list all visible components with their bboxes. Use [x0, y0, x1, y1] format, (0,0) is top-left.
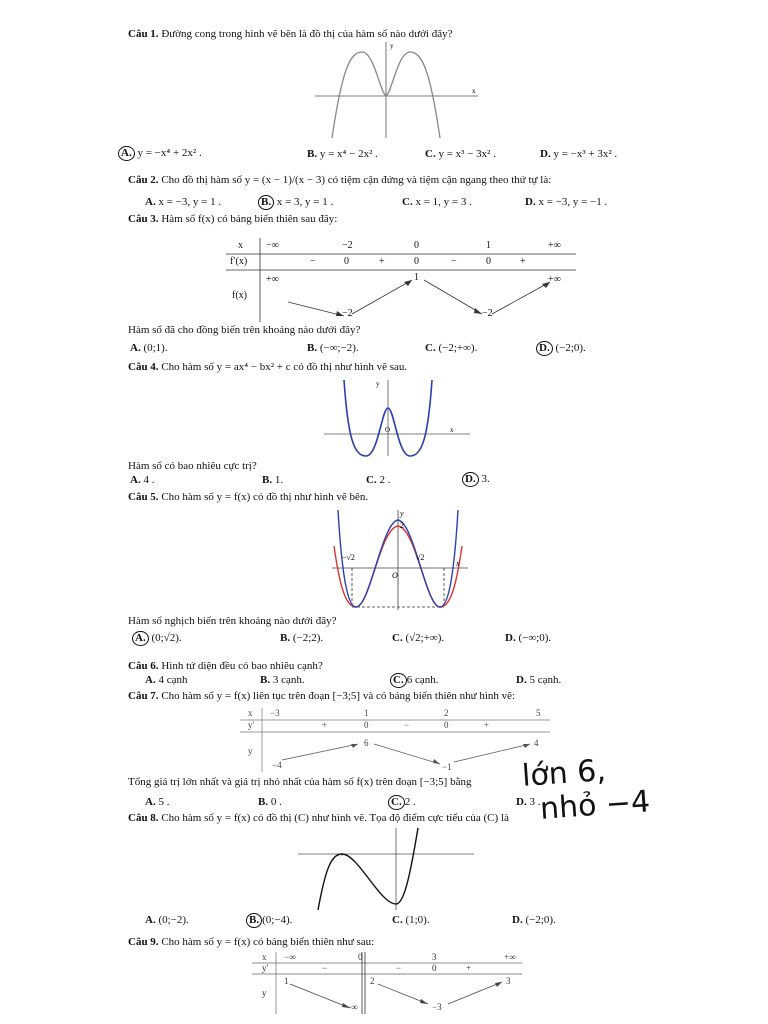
handwritten-note-max: lớn 6,: [520, 753, 607, 794]
q8-opt-a[interactable]: A. (0;−2).: [145, 914, 189, 926]
q9-sign: +: [466, 963, 472, 973]
q2-opt-d[interactable]: D. x = −3, y = −1 .: [525, 196, 608, 208]
q7-y-val: −1: [442, 762, 452, 772]
q7-x-val: 1: [364, 708, 369, 718]
q9-y-label: y: [262, 988, 267, 998]
q5-pos-root: √2: [416, 553, 425, 562]
q1-axis-x: x: [472, 87, 476, 95]
q5-opt-c[interactable]: C. (√2;+∞).: [392, 632, 445, 644]
q2-opt-a[interactable]: A. x = −3, y = 1 .: [145, 196, 222, 208]
q5-opt-d[interactable]: D. (−∞;0).: [505, 632, 552, 644]
q9-sign: −: [396, 963, 402, 973]
q1-graph: [310, 40, 480, 140]
q5-ymax: 2: [400, 521, 404, 530]
q1-opt-b[interactable]: B. y = x⁴ − 2x² .: [307, 148, 378, 160]
q5-opt-a[interactable]: A. (0;√2).: [132, 631, 182, 646]
q7-yp-label: y′: [248, 720, 255, 730]
q7-y-val: 6: [364, 738, 369, 748]
q4-origin: O: [385, 426, 391, 434]
q4-opt-d[interactable]: D. 3.: [462, 472, 490, 487]
q2-opt-b[interactable]: B. x = 3, y = 1 .: [258, 195, 333, 210]
q9-y-val: −3: [432, 1002, 442, 1012]
q3-sign: −: [451, 256, 457, 267]
q6-opt-a[interactable]: A. 4 cạnh: [145, 674, 188, 686]
q3-sign: +: [520, 256, 526, 267]
q7-sign: 0: [364, 720, 369, 730]
q3-opt-d[interactable]: D. (−2;0).: [536, 341, 586, 356]
q3-opt-b[interactable]: B. (−∞;−2).: [307, 342, 359, 354]
q3-f-val: +∞: [266, 274, 279, 285]
q9-x-label: x: [262, 952, 267, 962]
q8-opt-c[interactable]: C. (1;0).: [392, 914, 430, 926]
q5-axis-x: x: [456, 559, 460, 568]
q3-opt-c[interactable]: C. (−2;+∞).: [425, 342, 478, 354]
q7-sign: 0: [444, 720, 449, 730]
q7-opt-c[interactable]: C. 2 .: [388, 795, 416, 810]
handwritten-note-min: nhỏ −4: [538, 784, 652, 827]
q7-x-val: 2: [444, 708, 449, 718]
q9-x-val: −∞: [284, 952, 296, 962]
q5-question: Hàm số nghịch biến trên khoảng nào dưới đây?: [128, 615, 337, 627]
q3-sign: +: [379, 256, 385, 267]
q3-f-val: −2: [342, 308, 353, 319]
q7-opt-a[interactable]: A. 5 .: [145, 796, 170, 808]
q1-opt-c[interactable]: C. y = x³ − 3x² .: [425, 148, 496, 160]
q9-text: Câu 9. Cho hàm số y = f(x) có bảng biến thiên như sau:: [128, 936, 375, 948]
q8-opt-d[interactable]: D. (−2;0).: [512, 914, 556, 926]
q5-opt-b[interactable]: B. (−2;2).: [280, 632, 324, 644]
q9-y-val: 2: [370, 976, 375, 986]
q7-text: Câu 7. Cho hàm số y = f(x) liên tục trên đoạn [−3;5] và có bảng biến thiên như hình vẽ:: [128, 690, 516, 702]
q1-text: Câu 1. Đường cong trong hình vẽ bên là đồ thị của hàm số nào dưới đây?: [128, 28, 453, 40]
q7-opt-b[interactable]: B. 0 .: [258, 796, 282, 808]
q9-x-val: 0: [358, 952, 363, 962]
q4-graph: [322, 378, 472, 458]
q7-opt-d[interactable]: D. 3 .: [516, 796, 541, 808]
q7-sign: −: [404, 720, 410, 730]
q3-sign: 0: [344, 256, 349, 267]
q5-graph: [330, 508, 470, 612]
q5-axis-y: y: [400, 509, 404, 518]
q3-opt-a[interactable]: A. (0;1).: [130, 342, 168, 354]
q4-axis-y: y: [376, 380, 380, 388]
q8-graph: [296, 826, 476, 912]
q3-variation-table: [226, 238, 576, 322]
q8-opt-b[interactable]: B. (0;−4).: [246, 913, 292, 928]
q3-question: Hàm số đã cho đồng biến trên khoảng nào dưới đây?: [128, 324, 361, 336]
q9-y-val: 1: [284, 976, 289, 986]
q7-y-val: −4: [272, 760, 282, 770]
q7-y-val: 4: [534, 738, 539, 748]
q3-sign: 0: [414, 256, 419, 267]
q4-opt-a[interactable]: A. 4 .: [130, 474, 155, 486]
q4-opt-b[interactable]: B. 1.: [262, 474, 284, 486]
q9-x-val: +∞: [504, 952, 516, 962]
q1-opt-a[interactable]: A. y = −x⁴ + 2x² .: [118, 146, 202, 161]
q9-yp-label: y′: [262, 963, 269, 973]
q5-neg-root: −√2: [342, 553, 355, 562]
q3-f-val: +∞: [548, 274, 561, 285]
q5-text: Câu 5. Cho hàm số y = f(x) có đồ thị như hình vẽ bên.: [128, 491, 369, 503]
q9-y-val: −∞: [346, 1002, 358, 1012]
q7-x-val: −3: [270, 708, 280, 718]
q7-question: Tổng giá trị lớn nhất và giá trị nhỏ nhất của hàm số f(x) trên đoạn [−3;5] bằng: [128, 776, 472, 788]
q9-y-val: 3: [506, 976, 511, 986]
q4-question: Hàm số có bao nhiêu cực trị?: [128, 460, 257, 472]
q6-opt-b[interactable]: B. 3 cạnh.: [260, 674, 305, 686]
q9-sign: 0: [432, 963, 437, 973]
q7-sign: +: [322, 720, 328, 730]
q4-axis-x: x: [450, 426, 454, 434]
q3-f-label: f(x): [232, 290, 247, 301]
q6-opt-c[interactable]: C. 6 cạnh.: [390, 673, 438, 688]
q2-opt-c[interactable]: C. x = 1, y = 3 .: [402, 196, 472, 208]
q3-x-label: x: [238, 240, 243, 251]
q6-text: Câu 6. Hình tứ diện đều có bao nhiêu cạnh?: [128, 660, 323, 672]
q3-text: Câu 3. Hàm số f(x) có bảng biến thiên sau đây:: [128, 213, 338, 225]
q3-sign: −: [310, 256, 316, 267]
q7-variation-table: [240, 708, 550, 772]
q4-opt-c[interactable]: C. 2 .: [366, 474, 391, 486]
q3-sign: 0: [486, 256, 491, 267]
q7-x-val: 5: [536, 708, 541, 718]
q3-f-val: −2: [482, 308, 493, 319]
q1-axis-y: y: [390, 42, 394, 50]
q3-x-val: −2: [342, 240, 353, 251]
q7-sign: +: [484, 720, 490, 730]
q5-origin: O: [392, 571, 398, 580]
q7-y-label: y: [248, 746, 253, 756]
q7-x-label: x: [248, 708, 253, 718]
q8-text: Câu 8. Cho hàm số y = f(x) có đồ thị (C) như hình vẽ. Tọa độ điểm cực tiểu của (C) là: [128, 812, 509, 824]
q9-sign: −: [322, 963, 328, 973]
q9-variation-table: [252, 952, 522, 1014]
q3-x-val: 1: [486, 240, 491, 251]
q6-opt-d[interactable]: D. 5 cạnh.: [516, 674, 562, 686]
q3-x-val: −∞: [266, 240, 279, 251]
q1-opt-d[interactable]: D. y = −x³ + 3x² .: [540, 148, 618, 160]
q3-f-val: 1: [414, 272, 419, 283]
q2-text: Câu 2. Cho đồ thị hàm số y = (x − 1)/(x − 3) có tiệm cận đứng và tiệm cận ngang theo thứ tự là:: [128, 174, 552, 186]
q3-fp-label: f′(x): [230, 256, 248, 267]
q3-x-val: 0: [414, 240, 419, 251]
q9-x-val: 3: [432, 952, 437, 962]
q4-text: Câu 4. Cho hàm số y = ax⁴ − bx² + c có đồ thị như hình vẽ sau.: [128, 361, 408, 373]
q3-x-val: +∞: [548, 240, 561, 251]
